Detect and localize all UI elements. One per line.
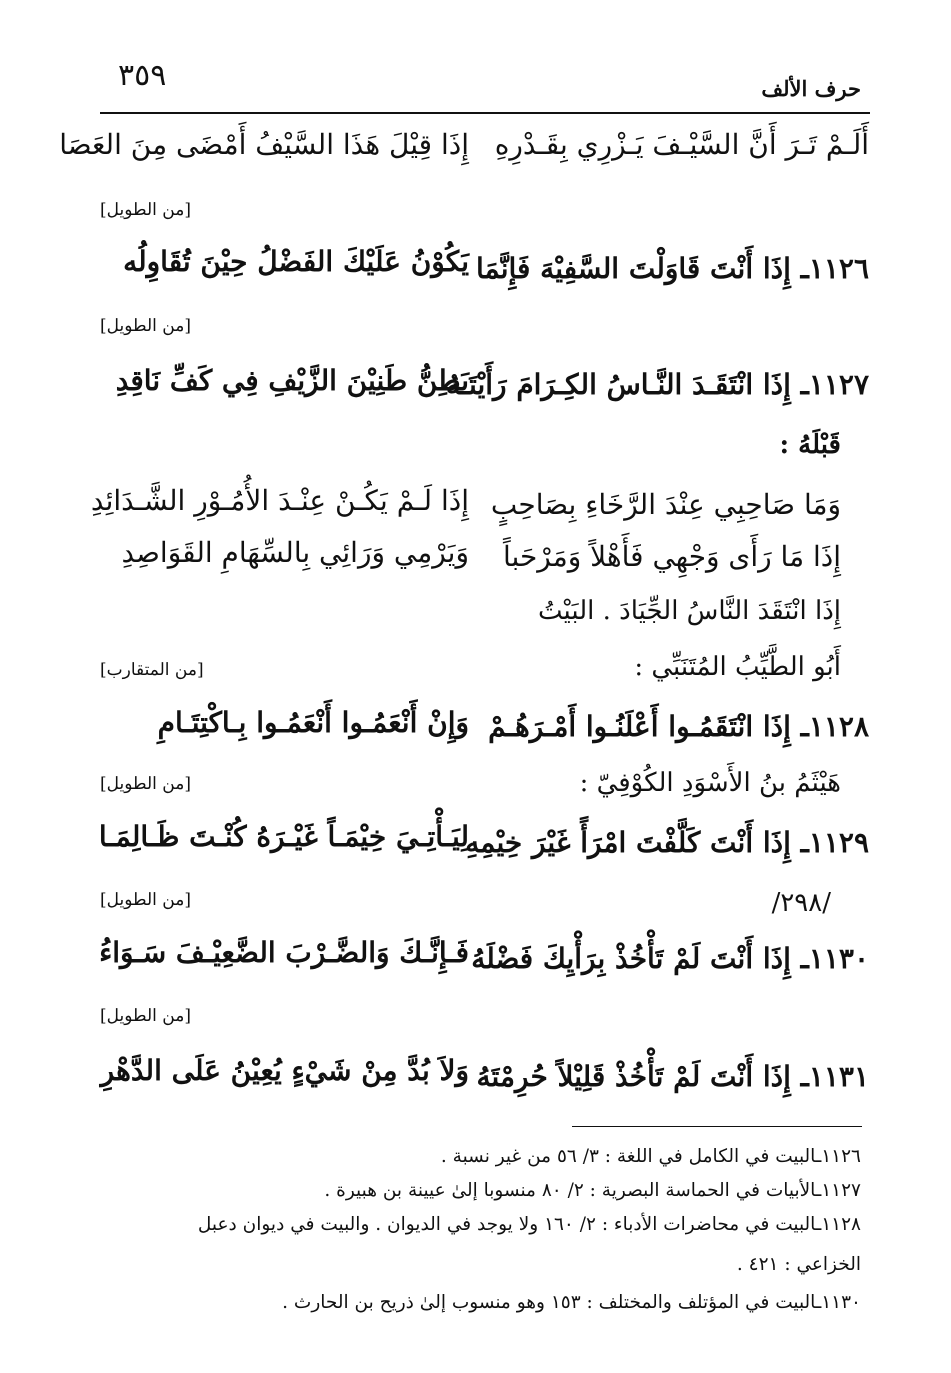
qablahu-label: قَبْلَهُ : [779, 430, 841, 460]
verse-1129-first [465, 826, 869, 859]
verse-text: إِذَا أَنْتَ لَمْ تَأْخُذْ قَلِيْلاً حُرِمْتَهُ [476, 1060, 791, 1093]
verse-text: إِذَا أَنْتَ لَمْ تَأْخُذْ بِرَأْيِكَ فَضْلَهُ [471, 942, 791, 975]
footnote-label: ١١٢٨ـ [815, 1214, 861, 1235]
meter-label: [من المتقارب] [100, 660, 204, 680]
verse-1127-first [446, 368, 869, 401]
footnote-text: الخزاعي : ٤٢١ . [736, 1254, 861, 1275]
footnote [324, 1180, 861, 1201]
verse-text: إِذَا أَنْتَ كَلَّفْتَ امْرَأً غَيْرَ خِيْمِهِ [465, 826, 791, 859]
footnote-text: البيت في الكامل في اللغة : ٣/ ٥٦ من غير نسبة . [440, 1146, 816, 1167]
footnote-rule [572, 1126, 862, 1127]
prev-verse-first: إِذَا مَا رَأَى وَجْهِي فَأَهْلاً وَمَرْحَباً [503, 540, 841, 573]
footnote-text: البيت في محاضرات الأدباء : ٢/ ١٦٠ ولا يوجد في الديوان . والبيت في ديوان دعبل [197, 1214, 816, 1235]
verse-1129-second: لِيَـأْتِـيَ خِيْمَـاً غَيْـرَهُ كُنْـتَ ظَـالِمَـا [98, 820, 469, 853]
verse-text: إِذَا انْتَقَمُـوا أَعْلَنُـوا أَمْـرَهُـمْ [488, 710, 791, 743]
verse-first-hemistich: أَلَـمْ تَـرَ أَنَّ السَّيْـفَ يَـزْرِي بِقَـدْرِهِ [494, 128, 869, 161]
verse-1131-first [477, 1060, 869, 1093]
footnote [441, 1146, 861, 1167]
verse-1128-first [488, 710, 869, 743]
footnote-label: ١١٢٧ـ [815, 1180, 861, 1201]
verse-number: ١١٢٧ـ [800, 368, 869, 401]
verse-1130-second: فَـإِنَّـكَ وَالضَّـرْبَ الضَّعِيْـفَ سَـوَاءُ [99, 936, 469, 969]
footnote-text: البيت في المؤتلف والمختلف : ١٥٣ وهو منسوب إلىٰ ذريح بن الحارث . [282, 1292, 816, 1313]
poet-name: أَبُو الطَّيِّبُ المُتَنَبِّي : [634, 652, 841, 682]
footnote-continuation [737, 1254, 861, 1275]
meter-label: [من الطويل] [100, 200, 191, 220]
verse-1131-second: وَلاَ بُدَّ مِنْ شَيْءٍ يُعِيْنُ عَلَى الدَّهْرِ [100, 1054, 469, 1087]
header-rule [100, 112, 870, 114]
verse-number: ١١٢٩ـ [800, 826, 869, 859]
prev-verse-first: وَمَا صَاحِبِي عِنْدَ الرَّخَاءِ بِصَاحِبٍ [490, 488, 841, 521]
attribution-line: إِذَا انْتَقَدَ النَّاسُ الجِّيَادَ . البَيْتُ [537, 596, 841, 626]
poet-name: هَيْثَمُ بنُ الأَسْوَدِ الكُوْفِيّ : [579, 768, 841, 798]
running-head: حرف الألف [761, 76, 861, 101]
footnote-label: ١١٣٠ـ [815, 1292, 861, 1313]
verse-number: ١١٣١ـ [800, 1060, 869, 1093]
footnote [282, 1292, 861, 1313]
verse-1126-second: يَكُوْنُ عَلَيْكَ الفَضْلُ حِيْنَ تُقَاوِلُه [123, 245, 469, 278]
footnote [198, 1214, 861, 1235]
footnote-label: ١١٢٦ـ [815, 1146, 861, 1167]
prev-verse-second: إِذَا لَـمْ يَكُـنْ عِنْـدَ الأُمُـوْرِ الشَّـدَائِدِ [90, 484, 469, 517]
verse-number: ١١٢٦ـ [800, 252, 869, 285]
verse-second-hemistich: إِذَا قِيْلَ هَذَا السَّيْفُ أَمْضَى مِنَ العَصَا [59, 128, 469, 161]
verse-1127-second: يَطِنُّ طَنِيْنَ الزَّيْفِ فِي كَفِّ نَاقِدِ [115, 364, 469, 397]
verse-text: إِذَا انْتَقَـدَ النَّـاسُ الكِـرَامَ رَأَيْتَـهُ [445, 368, 791, 401]
verse-1130-first [471, 942, 869, 975]
verse-number: ١١٢٨ـ [800, 710, 869, 743]
meter-label: [من الطويل] [100, 774, 191, 794]
meter-label: [من الطويل] [100, 1006, 191, 1026]
meter-label: [من الطويل] [100, 316, 191, 336]
meter-label: [من الطويل] [100, 890, 191, 910]
verse-number: ١١٣٠ـ [800, 942, 869, 975]
footnote-text: الأبيات في الحماسة البصرية : ٢/ ٨٠ منسوبا إلىٰ عيينة بن هبيرة . [324, 1180, 816, 1201]
verse-1128-second: وَإِنْ أَنْعَمُـوا أَنْعَمُـوا بِـاكْتِتَـامِ [157, 706, 469, 739]
prev-verse-second: وَيَرْمِي وَرَائِي بِالسِّهَامِ القَوَاصِدِ [121, 536, 469, 569]
page-marker: /٢٩٨/ [771, 888, 831, 918]
verse-1126-first [476, 252, 869, 285]
page-number: ٣٥٩ [118, 58, 167, 93]
verse-text: إِذَا أَنْتَ قَاوَلْتَ السَّفِيْهَ فَإِنَّمَا [476, 252, 791, 285]
